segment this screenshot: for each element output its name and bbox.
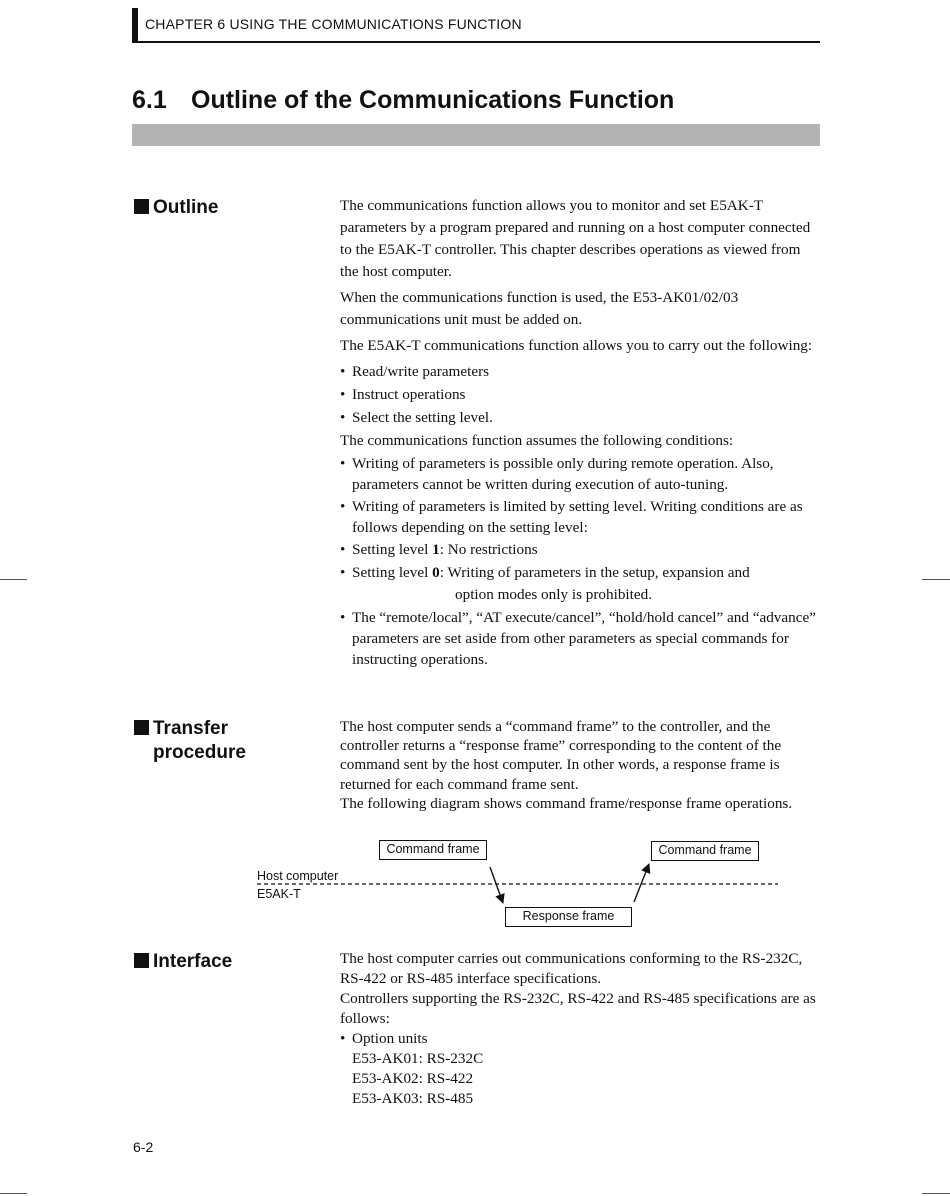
crop-mark [922, 1193, 950, 1194]
transfer-paragraph: The host computer sends a “command frame” to the controller, and the controller returns a “response frame” corresponding to the content of the command sent by the host computer. In other words, a response frame is returned for each command frame sent. [340, 718, 782, 793]
list-item: • Select the setting level. [340, 409, 493, 426]
transfer-paragraph: The following diagram shows command frame/response frame operations. [340, 794, 793, 812]
option-unit: E53-AK02: RS-422 [352, 1070, 474, 1087]
response-frame-box: Response frame [505, 907, 632, 927]
list-item: • Writing of parameters is possible only during remote operation. Also, parameters cannot be written during execution of auto-tuning. [340, 455, 774, 493]
square-bullet-icon [134, 953, 149, 968]
command-frame-box: Command frame [379, 840, 487, 860]
device-label: E5AK-T [257, 887, 301, 901]
list-item: • The “remote/local”, “AT execute/cancel”, “hold/hold cancel” and “advance” parameters are set aside from other parameters as special commands for instructing operations. [340, 609, 816, 668]
interface-heading: Interface [134, 950, 232, 974]
page-number: 6-2 [133, 1139, 154, 1155]
list-item: • Read/write parameters [340, 363, 490, 380]
outline-paragraph: The E5AK-T communications function allows you to carry out the following: [340, 337, 813, 354]
response-arrow [634, 864, 649, 902]
list-item: • Option units [340, 1030, 428, 1047]
section-title-text: Outline of the Communications Function [191, 86, 675, 114]
command-frame-box: Command frame [651, 841, 759, 861]
command-arrow [490, 867, 503, 903]
list-item: • Instruct operations [340, 386, 466, 403]
crop-mark [0, 1193, 27, 1194]
outline-heading: Outline [134, 196, 218, 220]
interface-paragraph: Controllers supporting the RS-232C, RS-422 and RS-485 specifications are as follows: [340, 990, 816, 1027]
crop-mark [0, 579, 27, 580]
outline-paragraph: The communications function allows you to monitor and set E5AK-T parameters by a program prepared and running on a host computer connected to the E5AK-T controller. This chapter describes operations as viewed from the host computer. [340, 197, 811, 280]
section-number: 6.1 [132, 86, 167, 114]
outline-paragraph: When the communications function is used, the E53-AK01/02/03 communications unit must be added on. [340, 289, 739, 328]
outline-paragraph: The communications function assumes the following conditions: [340, 432, 734, 449]
option-unit: E53-AK03: RS-485 [352, 1090, 474, 1107]
transfer-heading: Transfer procedure [134, 717, 246, 765]
list-item: • Writing of parameters is limited by setting level. Writing conditions are as follows depending on the setting level: [340, 498, 803, 536]
host-computer-label: Host computer [257, 869, 339, 883]
crop-mark [922, 579, 950, 580]
list-item: • Setting level 0: Writing of parameters in the setup, expansion and [340, 564, 750, 581]
running-header: CHAPTER 6 USING THE COMMUNICATIONS FUNCTION [145, 16, 522, 32]
list-item: • Setting level 1: No restrictions [340, 541, 538, 558]
interface-paragraph: The host computer carries out communications conforming to the RS-232C, RS-422 or RS-485 interface specifications. [340, 950, 803, 987]
interface-text [340, 949, 818, 1109]
option-unit: E53-AK01: RS-232C [352, 1050, 484, 1067]
list-item-continuation: option modes only is prohibited. [455, 586, 653, 603]
